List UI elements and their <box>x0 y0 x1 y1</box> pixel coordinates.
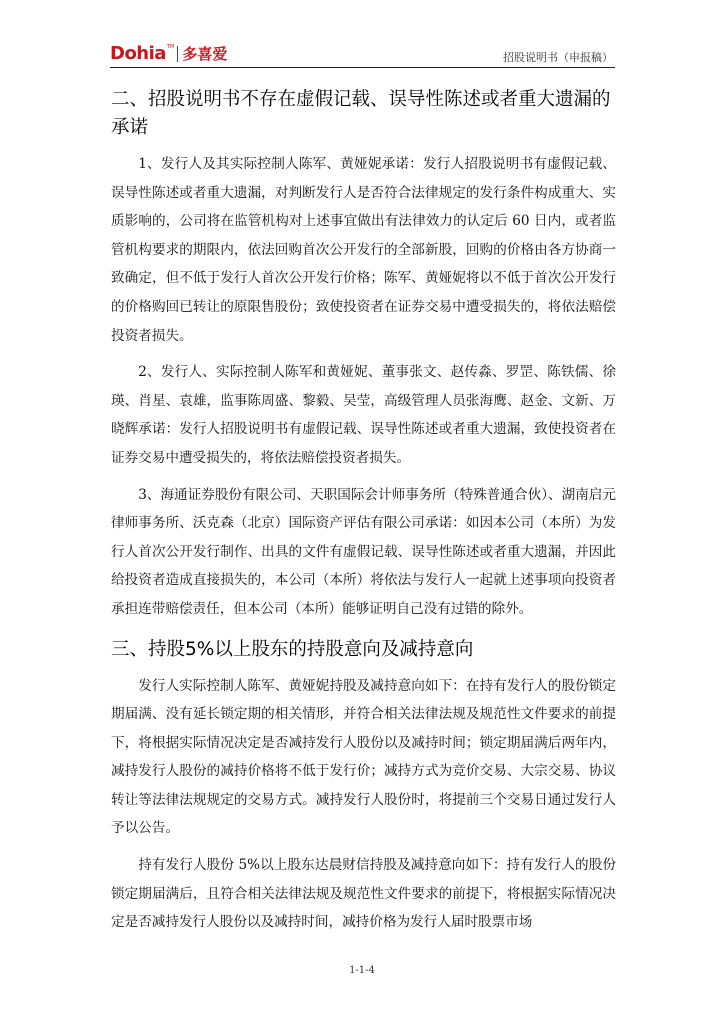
logo-chinese: 多喜爱 <box>182 45 228 63</box>
page-content <box>111 86 616 937</box>
logo-trademark: TM <box>166 44 175 50</box>
section-3-paragraph-1: 发行人实际控制人陈军、黄娅妮持股及减持意向如下：在持有发行人的股份锁定期届满、没有延长锁定期的相关情形，并符合相关法律法规及规范性文件要求的前提下，将根据实际情况决定是否减持发行人股份以及减持时间；锁定期届满后两年内，减持发行人股份的减持价格将不低于发行价；减持方式为竞价交易、大宗交易、协议转让等法律法规规定的交易方式。减持发行人股份时，将提前三个交易日通过发行人予以公告。 <box>111 677 616 837</box>
section-3-heading: 三、持股5%以上股东的持股意向及减持意向 <box>111 638 474 660</box>
section-3-paragraph-2: 持有发行人股份 5%以上股东达晨财信持股及减持意向如下：持有发行人的股份锁定期届满后，且符合相关法律法规及规范性文件要求的前提下，将根据实际情况决定是否减持发行人股份以及减持时间，减持价格为发行人届时股票市场 <box>111 857 616 931</box>
logo-english: Dohia <box>110 43 166 64</box>
section-2-heading: 二、招股说明书不存在虚假记载、误导性陈述或者重大遗漏的承诺 <box>111 89 611 138</box>
section-2-paragraph-2: 2、发行人、实际控制人陈军和黄娅妮、董事张文、赵传淼、罗罡、陈铁儒、徐瑛、肖星、袁雄，监事陈周盛、黎毅、吴莹，高级管理人员张海鹰、赵金、文新、万晓辉承诺：发行人招股说明书有虚假记载、误导性陈述或者重大遗漏，致使投资者在证券交易中遭受损失的，将依法赔偿投资者损失。 <box>111 364 616 466</box>
company-logo <box>110 42 227 64</box>
page-number: 1-1-4 <box>349 965 375 976</box>
section-2-paragraph-1: 1、发行人及其实际控制人陈军、黄娅妮承诺：发行人招股说明书有虚假记载、误导性陈述或者重大遗漏，对判断发行人是否符合法律规定的发行条件构成重大、实质影响的，公司将在监管机构对上述事宜做出有法律效力的认定后 60 日内，或者监管机构要求的期限内，依法回购首次公开发行的全部新股，回购的价格由各方协商一致确定，但不低于发行人首次公开发行价格；陈军、黄娅妮将以不低于首次公开发行的价格购回已转让的原限售股份；致使投资者在证券交易中遭受损失的，将依法赔偿投资者损失。 <box>111 156 616 344</box>
logo-divider <box>177 46 178 62</box>
section-2-paragraph-3: 3、海通证券股份有限公司、天职国际会计师事务所（特殊普通合伙）、湖南启元律师事务所、沃克森（北京）国际资产评估有限公司承诺：如因本公司（本所）为发行人首次公开发行制作、出具的文件有虚假记载、误导性陈述或者重大遗漏，并因此给投资者造成直接损失的，本公司（本所）将依法与发行人一起就上述事项向投资者承担连带赔偿责任，但本公司（本所）能够证明自己没有过错的除外。 <box>111 486 616 617</box>
page-header <box>110 40 615 68</box>
document-title: 招股说明书（申报稿） <box>503 51 613 64</box>
